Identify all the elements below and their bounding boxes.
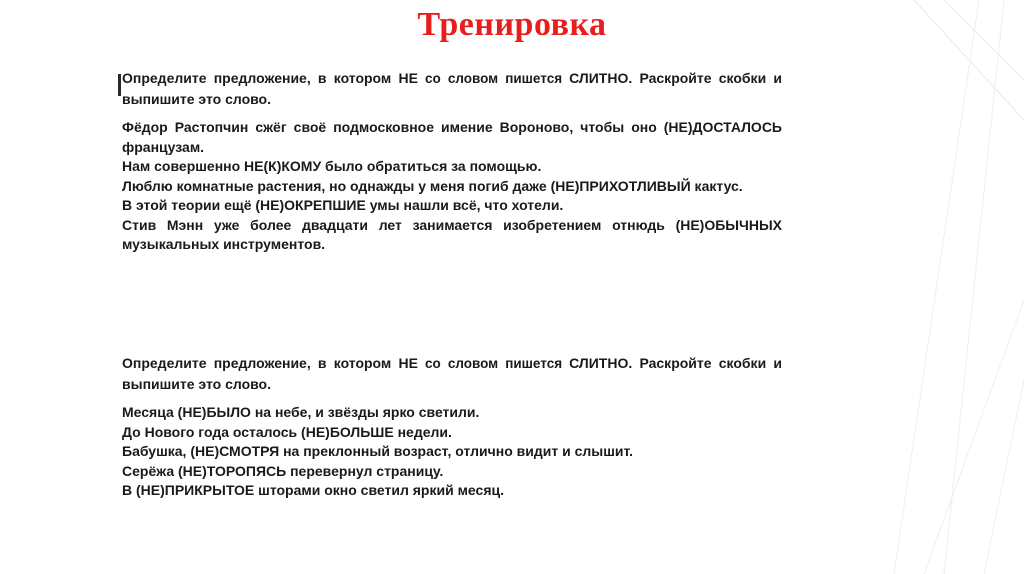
sentence: Фёдор Растопчин сжёг своё подмосковное имение Вороново, чтобы оно (НЕ)ДОСТАЛОСЬ французам. bbox=[122, 119, 782, 155]
instruction-part: со словом пишется bbox=[417, 356, 570, 371]
instruction-slitno: СЛИТНО bbox=[569, 70, 629, 86]
sentence: Нам совершенно НЕ(К)КОМУ было обратиться за помощью. bbox=[122, 158, 542, 174]
instruction-ne: НЕ bbox=[398, 355, 418, 371]
instruction-part: Определите предложение, в котором bbox=[122, 355, 399, 371]
sentence: Люблю комнатные растения, но однажды у меня погиб даже (НЕ)ПРИХОТЛИВЫЙ кактус. bbox=[122, 177, 743, 194]
instruction-part: со словом пишется bbox=[417, 71, 570, 86]
sentence: Стив Мэнн уже более двадцати лет занимается изобретением отнюдь (НЕ)ОБЫЧНЫХ музыкальных инструментов. bbox=[122, 216, 782, 252]
sentence: Бабушка, (НЕ)СМОТРЯ на преклонный возраст, отлично видит и слышит. bbox=[122, 443, 634, 459]
sentence: Месяца (НЕ)БЫЛО на небе, и звёзды ярко светили. bbox=[122, 404, 480, 420]
exercise-block-1 bbox=[122, 68, 782, 255]
exercise-instruction bbox=[122, 68, 782, 110]
decorative-corner-lines bbox=[884, 0, 1024, 574]
instruction-part: . Раскройте скобки и выпишите это слово. bbox=[122, 355, 782, 392]
sentence-list bbox=[122, 403, 782, 501]
instruction-slitno: СЛИТНО bbox=[569, 355, 629, 371]
instruction-part: Определите предложение, в котором bbox=[122, 70, 399, 86]
instruction-ne: НЕ bbox=[398, 70, 418, 86]
sentence: Серёжа (НЕ)ТОРОПЯСЬ перевернул страницу. bbox=[122, 462, 444, 479]
sentence: В (НЕ)ПРИКРЫТОЕ шторами окно светил яркий месяц. bbox=[122, 482, 504, 498]
sentence: В этой теории ещё (НЕ)ОКРЕПШИЕ умы нашли всё, что хотели. bbox=[122, 197, 564, 213]
scan-edge-mark bbox=[118, 74, 121, 96]
exercise-instruction bbox=[122, 353, 782, 395]
exercise-block-2 bbox=[122, 353, 782, 501]
sentence: До Нового года осталось (НЕ)БОЛЬШЕ недели. bbox=[122, 423, 452, 440]
instruction-part: . Раскройте скобки и выпишите это слово. bbox=[122, 70, 782, 107]
sentence-list bbox=[122, 118, 782, 255]
page-title: Тренировка bbox=[417, 6, 607, 43]
